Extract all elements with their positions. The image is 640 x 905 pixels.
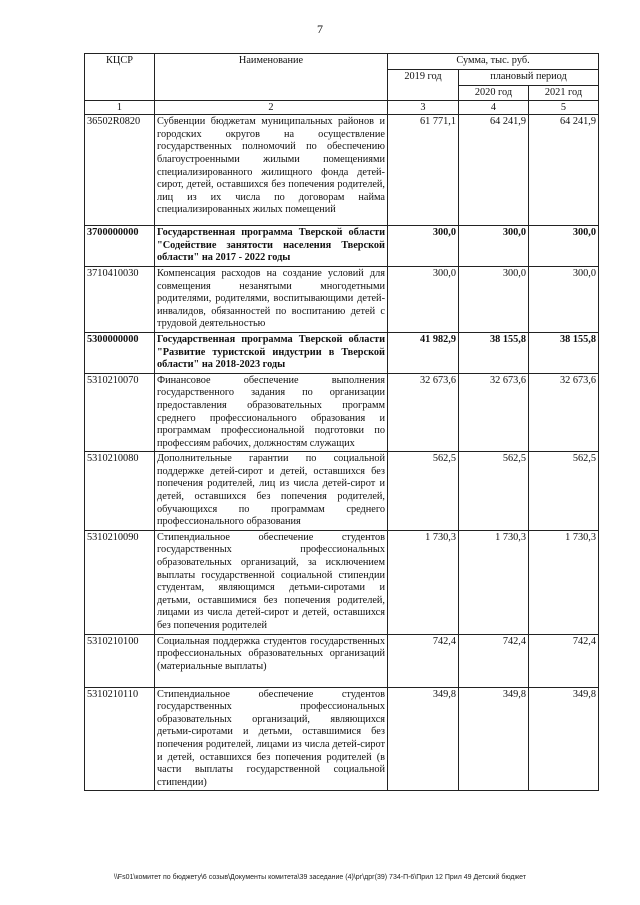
amount-2019: 1 730,3 — [388, 530, 459, 634]
file-path-footer: \\Fs01\комитет по бюджету\6 созыв\Документы комитета\39 заседание (4)\рг\дрг(39) 734-П-6\Прил 12 Прил 49 Детский бюджет — [113, 874, 527, 881]
amount-2021: 32 673,6 — [529, 373, 599, 452]
amount-2019: 742,4 — [388, 634, 459, 687]
item-name: Социальная поддержка студентов государственных профессиональных образовательных организаций (материальные выплаты) — [155, 634, 388, 687]
item-name: Финансовое обеспечение выполнения государственного задания по организации предоставления образовательных программ среднего профессионального образования и программам профессиональной подготовки по профессиям рабочих, должностям служащих — [155, 373, 388, 452]
amount-2019: 300,0 — [388, 226, 459, 267]
amount-2021: 742,4 — [529, 634, 599, 687]
kcsr-code: 5310210100 — [85, 634, 155, 687]
amount-2020: 349,8 — [459, 687, 529, 791]
item-name: Государственная программа Тверской области "Содействие занятости населения Тверской области" на 2017 - 2022 годы — [155, 226, 388, 267]
item-name: Стипендиальное обеспечение студентов государственных профессиональных образовательных организаций, являющихся детьми-сиротами и детьми, оставшимися без попечения родителей, лицами из числа детей-сирот и детей, оставшихся без попечения родителей (в части выплаты государственной социальной стипендии) — [155, 687, 388, 791]
amount-2021: 300,0 — [529, 226, 599, 267]
page-number: 7 — [317, 22, 323, 36]
budget-table — [84, 53, 599, 791]
amount-2021: 64 241,9 — [529, 115, 599, 226]
column-number: 2 — [155, 101, 388, 115]
column-number: 1 — [85, 101, 155, 115]
table-row — [85, 530, 599, 634]
amount-2021: 562,5 — [529, 452, 599, 531]
kcsr-code: 5310210080 — [85, 452, 155, 531]
amount-2021: 300,0 — [529, 266, 599, 332]
amount-2019: 61 771,1 — [388, 115, 459, 226]
header-planned-period: плановый период — [459, 70, 599, 86]
amount-2021: 1 730,3 — [529, 530, 599, 634]
header-year-2020: 2020 год — [459, 85, 529, 101]
column-number: 3 — [388, 101, 459, 115]
amount-2019: 349,8 — [388, 687, 459, 791]
table-row — [85, 266, 599, 332]
item-name: Субвенции бюджетам муниципальных районов и городских округов на осуществление государственных полномочий по обеспечению благоустроенными жилыми помещениями специализированного жилищного фонда детей-сирот, детей, оставшихся без попечения родителей, лиц из их числа по договорам найма специализированных жилых помещений — [155, 115, 388, 226]
column-number: 4 — [459, 101, 529, 115]
table-row — [85, 373, 599, 452]
amount-2020: 64 241,9 — [459, 115, 529, 226]
amount-2020: 32 673,6 — [459, 373, 529, 452]
item-name: Стипендиальное обеспечение студентов государственных профессиональных образовательных организаций, за исключением выплаты государственной социальной стипендии студентам, являющимся детьми-сиротами и детьми, оставшимися без попечения родителей, лицами из числа детей-сирот и детей, оставшихся без попечения родителей — [155, 530, 388, 634]
amount-2019: 300,0 — [388, 266, 459, 332]
header-kcsr: КЦСР — [85, 54, 155, 101]
kcsr-code: 5310210070 — [85, 373, 155, 452]
column-number: 5 — [529, 101, 599, 115]
item-name: Дополнительные гарантии по социальной поддержке детей-сирот и детей, оставшихся без попечения родителей, лиц из числа детей-сирот и детей, оставшихся без попечения родителей, обучающихся по программам среднего профессионального образования — [155, 452, 388, 531]
amount-2020: 1 730,3 — [459, 530, 529, 634]
kcsr-code: 36502R0820 — [85, 115, 155, 226]
amount-2020: 300,0 — [459, 266, 529, 332]
table-row — [85, 226, 599, 267]
header-amount: Сумма, тыс. руб. — [388, 54, 599, 70]
amount-2019: 32 673,6 — [388, 373, 459, 452]
header-year-2021: 2021 год — [529, 85, 599, 101]
amount-2020: 300,0 — [459, 226, 529, 267]
kcsr-code: 5300000000 — [85, 332, 155, 373]
header-name: Наименование — [155, 54, 388, 101]
table-row — [85, 115, 599, 226]
amount-2020: 742,4 — [459, 634, 529, 687]
amount-2021: 38 155,8 — [529, 332, 599, 373]
kcsr-code: 5310210110 — [85, 687, 155, 791]
kcsr-code: 3710410030 — [85, 266, 155, 332]
amount-2020: 38 155,8 — [459, 332, 529, 373]
header-year-2019: 2019 год — [388, 70, 459, 101]
table-row — [85, 634, 599, 687]
amount-2019: 562,5 — [388, 452, 459, 531]
table-row — [85, 452, 599, 531]
table-row — [85, 687, 599, 791]
table-row — [85, 332, 599, 373]
item-name: Компенсация расходов на создание условий для совмещения незанятыми многодетными родителями, родителями, воспитывающими детей-инвалидов, обязанностей по воспитанию детей с трудовой деятельностью — [155, 266, 388, 332]
kcsr-code: 3700000000 — [85, 226, 155, 267]
amount-2020: 562,5 — [459, 452, 529, 531]
amount-2019: 41 982,9 — [388, 332, 459, 373]
kcsr-code: 5310210090 — [85, 530, 155, 634]
amount-2021: 349,8 — [529, 687, 599, 791]
column-number-row — [85, 101, 599, 115]
item-name: Государственная программа Тверской области "Развитие туристской индустрии в Тверской области" на 2018-2023 годы — [155, 332, 388, 373]
